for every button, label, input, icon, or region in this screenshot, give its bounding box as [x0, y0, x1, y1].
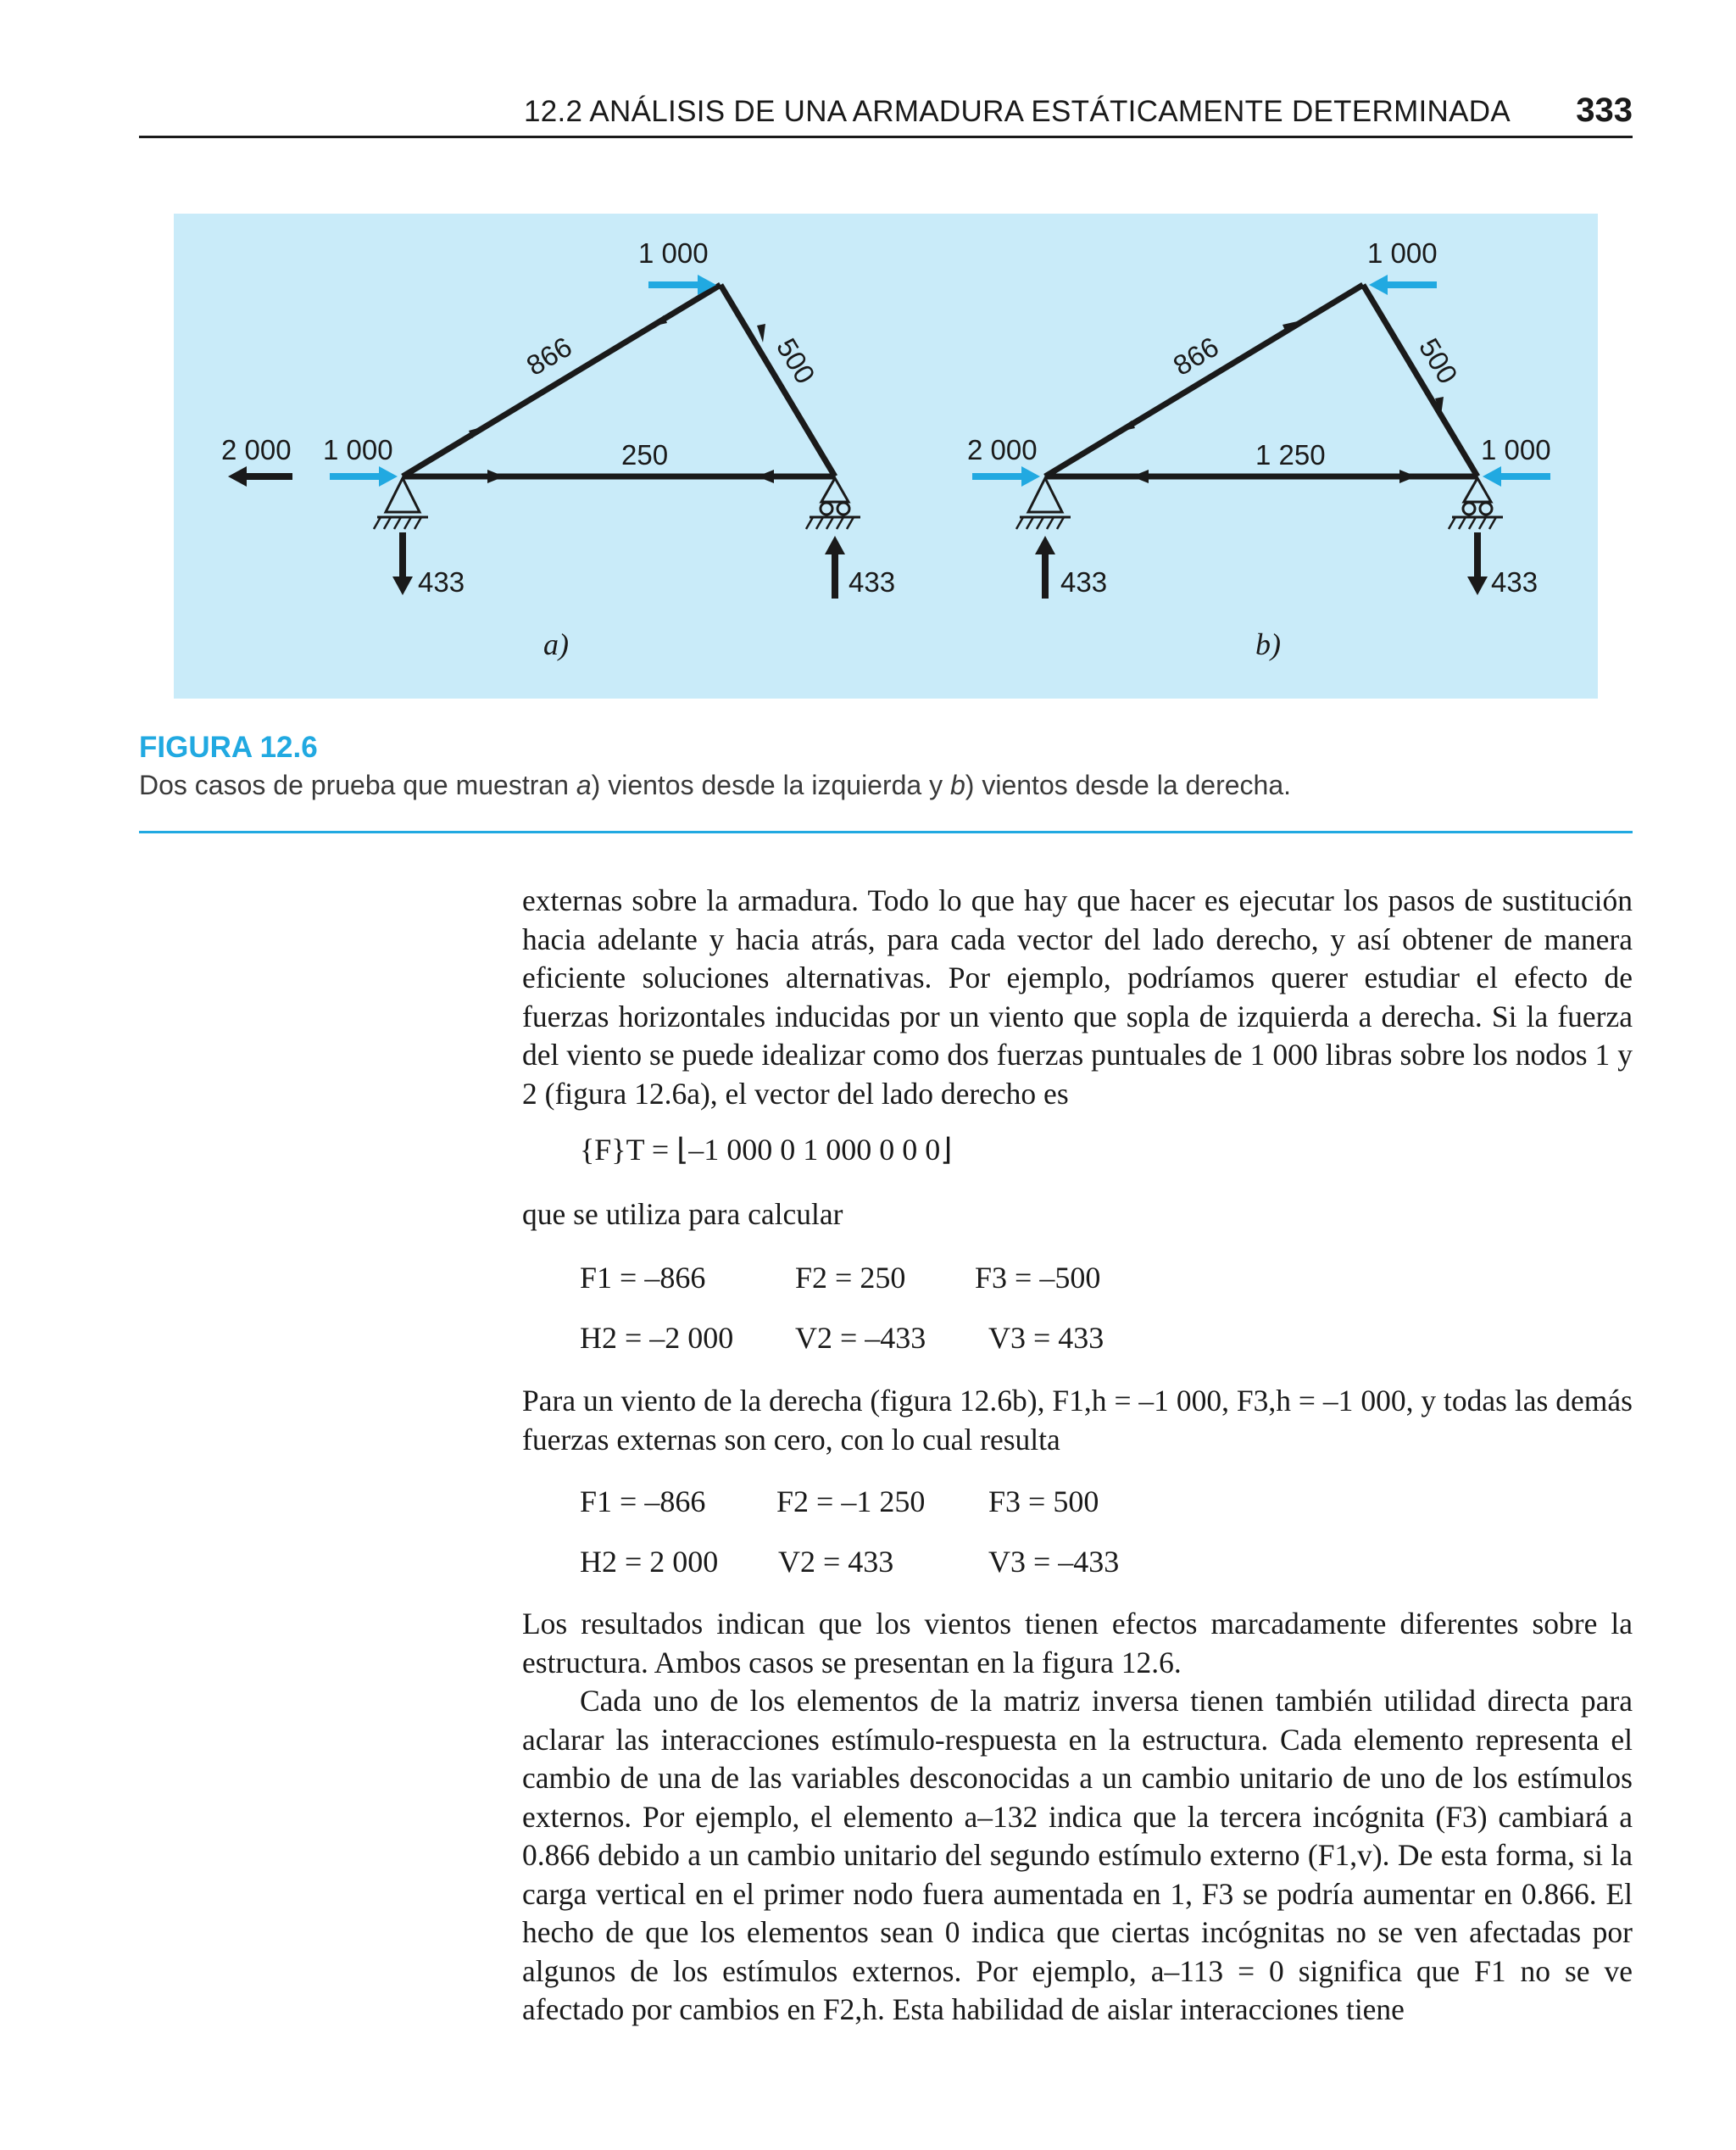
caption-rule: [139, 831, 1633, 833]
page-number: 333: [1576, 92, 1633, 129]
label-b-left-load: 2 000: [967, 434, 1038, 465]
arrowhead-a5: [757, 470, 774, 483]
label-b-member-bottom: 1 250: [1255, 439, 1326, 471]
label-a-member-left: 866: [520, 330, 577, 382]
label-a-member-bottom: 250: [621, 439, 669, 471]
label-a-reaction-right: 433: [849, 566, 896, 598]
header-rule: [139, 136, 1633, 138]
pin-support-b-left: [1028, 478, 1062, 512]
label-b: b): [1255, 627, 1281, 661]
label-b-member-right: 500: [1412, 332, 1465, 389]
vector-equation: {F}T = ⌊–1 000 0 1 000 0 0 0⌋: [580, 1133, 953, 1167]
running-header: 12.2 ANÁLISIS DE UNA ARMADURA ESTÁTICAMENTE DETERMINADA: [524, 95, 1511, 128]
label-a-top-load: 1 000: [638, 237, 709, 269]
case-b-f2: F2 = –1 250: [776, 1484, 926, 1518]
truss-diagrams: [174, 214, 1598, 699]
label-b-reaction-left: 433: [1060, 566, 1108, 598]
arrowhead-a1: [469, 426, 487, 438]
arrowhead-a3: [757, 324, 765, 343]
label-b-top-load: 1 000: [1367, 237, 1438, 269]
arrowhead-b5: [1399, 470, 1416, 483]
case-a-f1: F1 = –866: [580, 1261, 706, 1295]
arrowhead-b4: [1132, 470, 1149, 483]
case-b-f1: F1 = –866: [580, 1484, 706, 1518]
truss-a: [221, 237, 895, 661]
pin-support-a-left: [386, 478, 420, 512]
roller-support-b-right: [1464, 478, 1491, 502]
body-paragraph-3: Para un viento de la derecha (figura 12.6b), F1,h = –1 000, F3,h = –1 000, y todas las demás fuerzas externas son cero, con lo cual resulta: [522, 1384, 1633, 1457]
figure-12-6-panel: [174, 214, 1598, 699]
label-a-reaction-left: 433: [418, 566, 465, 598]
truss-b: [967, 237, 1551, 661]
case-a-v3: V3 = 433: [988, 1321, 1104, 1355]
label-a-member-right: 500: [770, 332, 822, 389]
figure-label: FIGURA 12.6: [139, 731, 318, 764]
arrowhead-a4: [487, 470, 504, 483]
figure-caption: Dos casos de prueba que muestran a) vientos desde la izquierda y b) vientos desde la derecha.: [139, 770, 1292, 800]
case-a-v2: V2 = –433: [795, 1321, 926, 1355]
label-b-member-left: 866: [1167, 330, 1224, 382]
case-a-f3: F3 = –500: [975, 1261, 1101, 1295]
member-left-a: [403, 285, 721, 476]
label-a-left-out: 2 000: [221, 434, 292, 465]
body-paragraph-5: Cada uno de los elementos de la matriz inversa tienen también utilidad directa para aclarar las interacciones estímulo-respuesta en la estructura. Cada elemento representa el cambio de una de las variables desconocidas a un cambio unitario de uno de los estímulos externos. Por ejemplo, el elemento a–132 indica que la tercera incógnita (F3) cambiará a 0.866 debido a un cambio unitario del segundo estímulo externo (F1,v). De esta forma, si la carga vertical en el primer nodo fuera aumentada en 1, F3 se podría aumentar en 0.866. El hecho de que los elementos sean 0 indica que ciertas incógnitas no se ven afectadas por algunos de los estímulos externos. Por ejemplo, a–113 = 0 significa que F1 no se ve afectado por cambios en F2,h. Esta habilidad de aislar interacciones tiene: [522, 1684, 1633, 2026]
roller-support-a-right: [821, 478, 849, 502]
label-b-right-load: 1 000: [1481, 434, 1551, 465]
case-a-h2: H2 = –2 000: [580, 1321, 734, 1355]
case-b-f3: F3 = 500: [988, 1484, 1099, 1518]
body-paragraph-1: externas sobre la armadura. Todo lo que hay que hacer es ejecutar los pasos de sustitución hacia adelante y hacia atrás, para cada vector del lado derecho, y así obtener de manera eficiente soluciones alternativas. Por ejemplo, podríamos querer estudiar el efecto de fuerzas horizontales inducidas por un viento que sopla de izquierda a derecha. Si la fuerza del viento se puede idealizar como dos fuerzas puntuales de 1 000 libras sobre los nodos 1 y 2 (figura 12.6a), el vector del lado derecho es: [522, 883, 1633, 1111]
case-b-v3: V3 = –433: [988, 1545, 1120, 1579]
member-right-b: [1363, 285, 1477, 476]
case-a-f2: F2 = 250: [795, 1261, 906, 1295]
body-paragraph-4: Los resultados indican que los vientos tienen efectos marcadamente diferentes sobre la estructura. Ambos casos se presentan en la figura 12.6.: [522, 1607, 1633, 1679]
case-b-v2: V2 = 433: [778, 1545, 894, 1579]
label-a: a): [543, 627, 569, 661]
case-b-h2: H2 = 2 000: [580, 1545, 719, 1579]
label-b-reaction-right: 433: [1491, 566, 1538, 598]
member-right-a: [721, 285, 835, 476]
body-paragraph-2: que se utiliza para calcular: [522, 1197, 843, 1231]
label-a-left-in: 1 000: [323, 434, 393, 465]
